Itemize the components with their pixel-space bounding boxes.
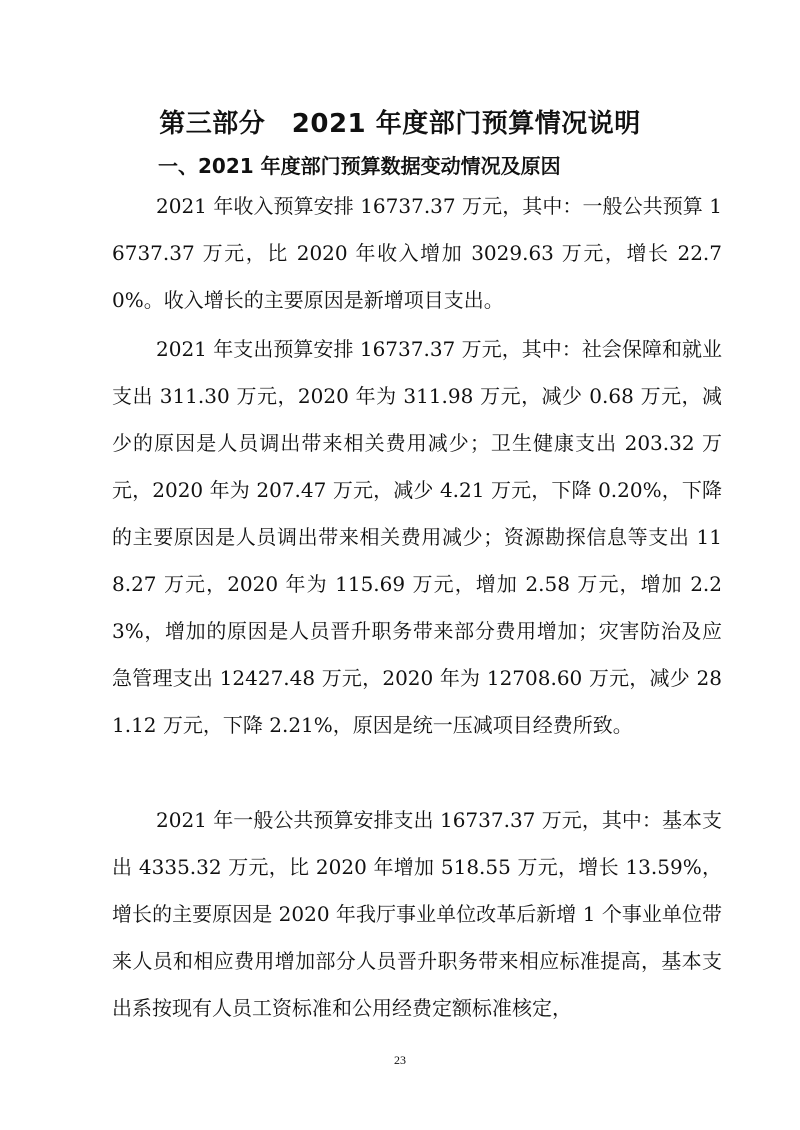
page-title: 第三部分 2021 年度部门预算情况说明 [159,109,641,139]
paragraph-general-public-budget: 2021 年一般公共预算安排支出 16737.37 万元，其中：基本支出 4335.32 万元，比 2020 年增加 518.55 万元，增长 13.59%，增长的主要原因是 2020 年我厅事业单位改革后新增 1 个事业单位带来人员和相应费用增加部分人员晋升职务带来相应标准提高，基本支出系按现有人员工资标准和公用经费定额标准核定， [112,808,722,1020]
paragraph-income-budget: 2021 年收入预算安排 16737.37 万元，其中：一般公共预算 16737.37 万元，比 2020 年收入增加 3029.63 万元，增长 22.70%。收入增长的主要原因是新增项目支出。 [112,194,722,312]
page-number: 23 [394,1053,406,1067]
section-heading: 一、2021 年度部门预算数据变动情况及原因 [158,154,561,178]
paragraph-expenditure-budget: 2021 年支出预算安排 16737.37 万元，其中：社会保障和就业支出 311.30 万元，2020 年为 311.98 万元，减少 0.68 万元，减少的原因是人员调出带来相关费用减少；卫生健康支出 203.32 万元，2020 年为 207.47 万元，减少 4.21 万元，下降 0.20%，下降的主要原因是人员调出带来相关费用减少；资源勘探信息等支出 118.27 万元，2020 年为 115.69 万元，增加 2.58 万元，增加 2.23%，增加的原因是人员晋升职务带来部分费用增加；灾害防治及应急管理支出 12427.48 万元，2020 年为 12708.60 万元，减少 281.12 万元，下降 2.21%，原因是统一压减项目经费所致。 [112,337,722,737]
